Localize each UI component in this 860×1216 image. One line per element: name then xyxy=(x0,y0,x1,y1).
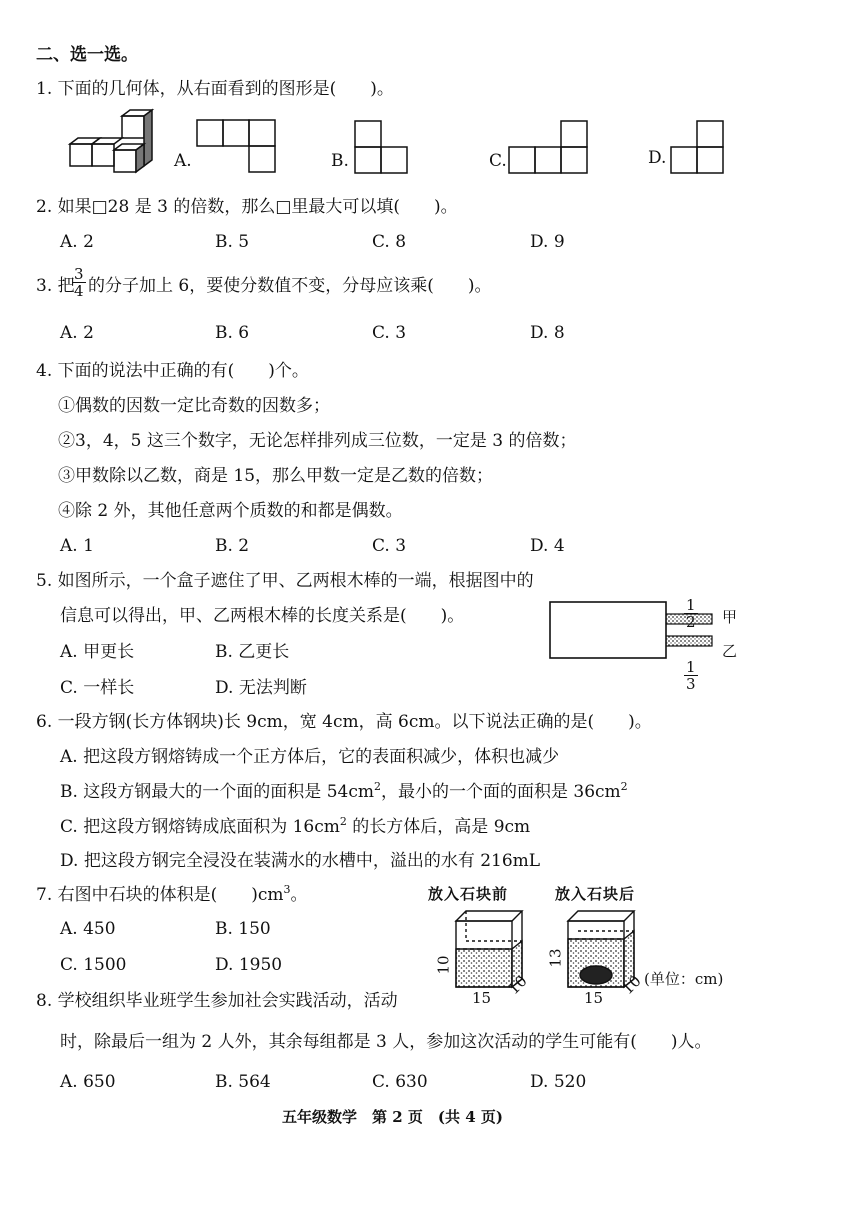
q4-option-b[interactable]: B. 2 xyxy=(215,536,250,556)
q2-option-b[interactable]: B. 5 xyxy=(215,232,250,252)
q3-option-b[interactable]: B. 6 xyxy=(215,323,250,343)
q6-option-c-sup: 2 xyxy=(339,815,347,828)
q8-option-c[interactable]: C. 630 xyxy=(372,1072,428,1092)
q2-option-d[interactable]: D. 9 xyxy=(530,232,565,252)
q1-stem: 1. 下面的几何体，从右面看到的图形是( )。 xyxy=(36,79,394,99)
q4-option-d[interactable]: D. 4 xyxy=(530,536,565,556)
q7-label-after: 放入石块后 xyxy=(555,885,636,903)
q6-option-b[interactable] xyxy=(60,781,628,805)
q7-stem-part1: 7. 右图中石块的体积是( )cm xyxy=(36,885,284,905)
q7-option-b[interactable]: B. 150 xyxy=(215,919,271,939)
q6-option-b-sup1: 2 xyxy=(373,780,381,793)
q5-option-b[interactable]: B. 乙更长 xyxy=(215,642,290,662)
q5-stem-line2: 信息可以得出，甲、乙两根木棒的长度关系是( )。 xyxy=(60,606,465,626)
q4-option-a[interactable]: A. 1 xyxy=(60,536,94,556)
q6-option-c-part2: 的长方体后，高是 9cm xyxy=(346,817,531,837)
q7-height-after: 13 xyxy=(546,948,565,968)
q8-option-d[interactable]: D. 520 xyxy=(530,1072,587,1092)
q7-width-after: 10 xyxy=(618,971,645,999)
q2-option-a[interactable]: A. 2 xyxy=(60,232,94,252)
q5-label-jia: 甲 xyxy=(722,608,738,626)
q3-fraction xyxy=(72,266,86,299)
q6-option-d[interactable]: D. 把这段方钢完全浸没在装满水的水槽中，溢出的水有 216mL xyxy=(60,851,541,871)
q3-option-c[interactable]: C. 3 xyxy=(372,323,407,343)
q2-option-c[interactable]: C. 8 xyxy=(372,232,407,252)
q7-width-before: 10 xyxy=(504,971,531,999)
q7-option-a[interactable]: A. 450 xyxy=(60,919,116,939)
q5-label-yi: 乙 xyxy=(722,642,738,660)
q1-option-d[interactable]: D. xyxy=(648,148,667,168)
page-footer: 五年级数学 第 2 页 (共 4 页) xyxy=(282,1108,503,1126)
q7-label-before: 放入石块前 xyxy=(428,885,509,903)
section-title: 二、选一选。 xyxy=(36,45,138,65)
q1-option-a-figure xyxy=(196,119,276,175)
q3-stem-prefix: 3. 把 xyxy=(36,276,75,296)
q3-fraction-denominator: 4 xyxy=(74,282,84,300)
q7-unit-note: (单位：cm) xyxy=(644,970,724,988)
q7-stem-part2: 。 xyxy=(290,885,308,905)
q6-option-b-part2: ，最小的一个面的面积是 36cm xyxy=(380,782,621,802)
q3-option-a[interactable]: A. 2 xyxy=(60,323,94,343)
q6-option-a[interactable]: A. 把这段方钢熔铸成一个正方体后，它的表面积减少，体积也减少 xyxy=(60,747,560,767)
q5-option-d[interactable]: D. 无法判断 xyxy=(215,678,307,698)
q3-fraction-numerator: 3 xyxy=(74,265,84,283)
q6-option-c[interactable] xyxy=(60,816,530,840)
q5-option-c[interactable]: C. 一样长 xyxy=(60,678,135,698)
q1-option-a[interactable]: A. xyxy=(174,151,192,171)
q3-stem-suffix: 的分子加上 6，要使分数值不变，分母应该乘( )。 xyxy=(88,276,492,296)
q8-stem-line2: 时，除最后一组为 2 人外，其余每组都是 3 人，参加这次活动的学生可能有( )人。 xyxy=(60,1032,712,1052)
q1-option-c-figure xyxy=(508,120,590,176)
q1-option-b-figure xyxy=(354,120,410,176)
q2-stem: 2. 如果□28 是 3 的倍数，那么□里最大可以填( )。 xyxy=(36,197,458,217)
q1-option-b[interactable]: B. xyxy=(331,151,349,171)
q4-stem: 4. 下面的说法中正确的有( )个。 xyxy=(36,361,309,381)
q6-option-c-part1: C. 把这段方钢熔铸成底面积为 16cm xyxy=(60,817,340,837)
q6-option-b-sup2: 2 xyxy=(620,780,628,793)
q5-fraction-top-denominator: 2 xyxy=(686,613,696,631)
q7-option-d[interactable]: D. 1950 xyxy=(215,955,283,975)
q5-fraction-bottom-denominator: 3 xyxy=(686,675,696,693)
q8-option-b[interactable]: B. 564 xyxy=(215,1072,271,1092)
q6-option-b-part1: B. 这段方钢最大的一个面的面积是 54cm xyxy=(60,782,374,802)
q7-option-c[interactable]: C. 1500 xyxy=(60,955,127,975)
q7-stem xyxy=(36,884,308,908)
q7-height-before: 10 xyxy=(434,955,453,975)
q1-option-c[interactable]: C. xyxy=(489,151,507,171)
q7-stem-sup: 3 xyxy=(283,883,291,896)
q4-option-c[interactable]: C. 3 xyxy=(372,536,407,556)
q7-length-after: 15 xyxy=(584,989,604,1007)
q6-stem: 6. 一段方钢(长方体钢块)长 9cm，宽 4cm，高 6cm。以下说法正确的是( )。 xyxy=(36,712,652,732)
q5-fraction-bottom-numerator: 1 xyxy=(686,658,696,676)
q1-option-d-figure xyxy=(670,120,726,176)
q8-option-a[interactable]: A. 650 xyxy=(60,1072,116,1092)
q7-length-before: 15 xyxy=(472,989,492,1007)
q5-fraction-top-numerator: 1 xyxy=(686,596,696,614)
q4-item-1: ①偶数的因数一定比奇数的因数多； xyxy=(58,396,330,416)
q5-stem-line1: 5. 如图所示，一个盒子遮住了甲、乙两根木棒的一端，根据图中的 xyxy=(36,571,534,591)
q5-fraction-top xyxy=(684,597,698,630)
q1-solid-figure xyxy=(68,110,160,178)
q4-item-2: ②3，4，5 这三个数字，无论怎样排列成三位数，一定是 3 的倍数； xyxy=(58,431,577,451)
q5-fraction-bottom xyxy=(684,659,698,692)
q3-option-d[interactable]: D. 8 xyxy=(530,323,565,343)
q5-option-a[interactable]: A. 甲更长 xyxy=(60,642,135,662)
q4-item-3: ③甲数除以乙数，商是 15，那么甲数一定是乙数的倍数； xyxy=(58,466,494,486)
q4-item-4: ④除 2 外，其他任意两个质数的和都是偶数。 xyxy=(58,501,403,521)
q8-stem-line1: 8. 学校组织毕业班学生参加社会实践活动，活动 xyxy=(36,991,398,1011)
